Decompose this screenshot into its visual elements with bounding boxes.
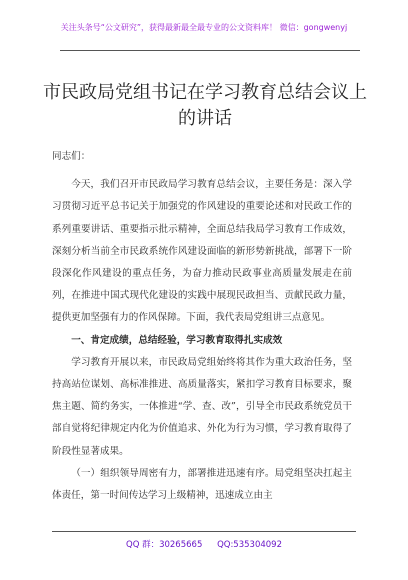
paragraph: （一）组织领导周密有力，部署推进迅速有序。局党组坚决扛起主体责任，第一时间传达学习上级精神，迅速成立由主 xyxy=(52,467,352,502)
footer-qq-group: QQ 群：30265665 xyxy=(126,540,203,550)
section-heading: 一、肯定成绩，总结经验，学习教育取得扎实成效 xyxy=(71,334,283,346)
footer-qq: QQ:535304092 xyxy=(217,540,282,550)
header-divider xyxy=(60,50,360,51)
header-note: 关注头条号“公文研究”，获得最新最全最专业的公文资料库！ 微信：gongwenyj xyxy=(60,23,348,32)
document-title: 市民政局党组书记在学习教育总结会议上的讲话 xyxy=(43,82,367,129)
paragraph: 学习教育开展以来，市民政局党组始终将其作为重大政治任务，坚持高站位谋划、高标准推进、高质量落实，紧扣学习教育目标要求，聚焦主题、简约务实，一体推进“学、查、改”，引导全市民政系统党员干部自觉将纪律规定内化为价值追求、外化为行为习惯，学习教育取得了阶段性显著成果。 xyxy=(52,356,352,457)
footer xyxy=(0,538,408,550)
greeting: 同志们： xyxy=(52,151,91,162)
paragraph: 今天，我们召开市民政局学习教育总结会议，主要任务是：深入学习贯彻习近平总书记关于加强党的作风建设的重要论述和对民政工作的系列重要讲话、重要指示批示精神，全面总结我局学习教育工作成效，深刻分析当前全市民政系统作风建设面临的新形势新挑战，部署下一阶段深化作风建设的重点任务，为奋力推动民政事业高质量发展走在前列，在推进中国式现代化建设的实践中展现民政担当、贡献民政力量，提供更加坚强有力的作风保障。下面，我代表局党组讲三点意见。 xyxy=(52,179,352,324)
document-body xyxy=(52,146,352,507)
footer-divider xyxy=(52,531,356,532)
